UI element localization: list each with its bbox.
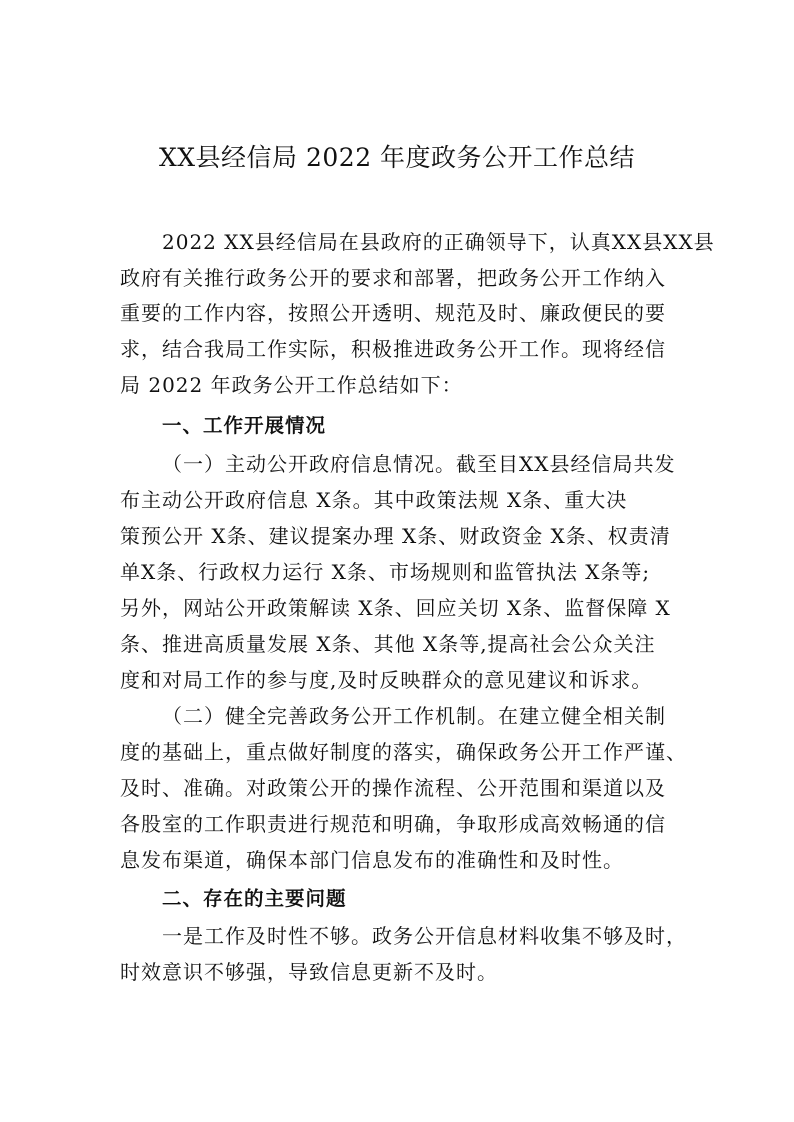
paragraph-line: 度的基础上，重点做好制度的落实，确保政务公开工作严谨、 bbox=[120, 740, 687, 764]
paragraph-line: 及时、准确。对政策公开的操作流程、公开范围和渠道以及 bbox=[120, 776, 666, 800]
paragraph-line: 单X条、行政权力运行 X条、市场规则和监管执法 X条等; bbox=[120, 560, 651, 584]
paragraph-line: 政府有关推行政务公开的要求和部署，把政务公开工作纳入 bbox=[120, 266, 666, 290]
paragraph-line: 条、推进高质量发展 X条、其他 X条等,提高社会公众关注 bbox=[120, 632, 656, 656]
paragraph-line: 度和对局工作的参与度,及时反映群众的意见建议和诉求。 bbox=[120, 668, 653, 692]
section-heading-2: 二、存在的主要问题 bbox=[162, 887, 347, 910]
paragraph-line: 一是工作及时性不够。政务公开信息材料收集不够及时， bbox=[162, 924, 687, 948]
document-title: XX县经信局 2022 年度政务公开工作总结 bbox=[158, 143, 636, 172]
section-heading-1: 一、工作开展情况 bbox=[162, 414, 327, 437]
paragraph-line: 策预公开 X条、建议提案办理 X条、财政资金 X条、权责清 bbox=[120, 524, 671, 548]
paragraph-line: 重要的工作内容，按照公开透明、规范及时、廉政便民的要 bbox=[120, 301, 666, 325]
paragraph-line: 时效意识不够强，导致信息更新不及时。 bbox=[120, 960, 498, 984]
paragraph-line: 另外，网站公开政策解读 X条、回应关切 X条、监督保障 X bbox=[120, 596, 671, 620]
paragraph-line: 局 2022 年政务公开工作总结如下： bbox=[120, 373, 463, 397]
paragraph-line: 求，结合我局工作实际，积极推进政务公开工作。现将经信 bbox=[120, 337, 666, 361]
paragraph-line: 息发布渠道，确保本部门信息发布的准确性和及时性。 bbox=[120, 848, 624, 872]
paragraph-line: 布主动公开政府信息 X条。其中政策法规 X条、重大决 bbox=[120, 488, 628, 512]
paragraph-line: （二）健全完善政务公开工作机制。在建立健全相关制 bbox=[162, 704, 666, 728]
paragraph-line: （一）主动公开政府信息情况。截至目XX县经信局共发 bbox=[162, 452, 676, 476]
paragraph-line: 各股室的工作职责进行规范和明确，争取形成高效畅通的信 bbox=[120, 812, 666, 836]
paragraph-line: 2022 XX县经信局在县政府的正确领导下，认真XX县XX县 bbox=[162, 230, 715, 254]
